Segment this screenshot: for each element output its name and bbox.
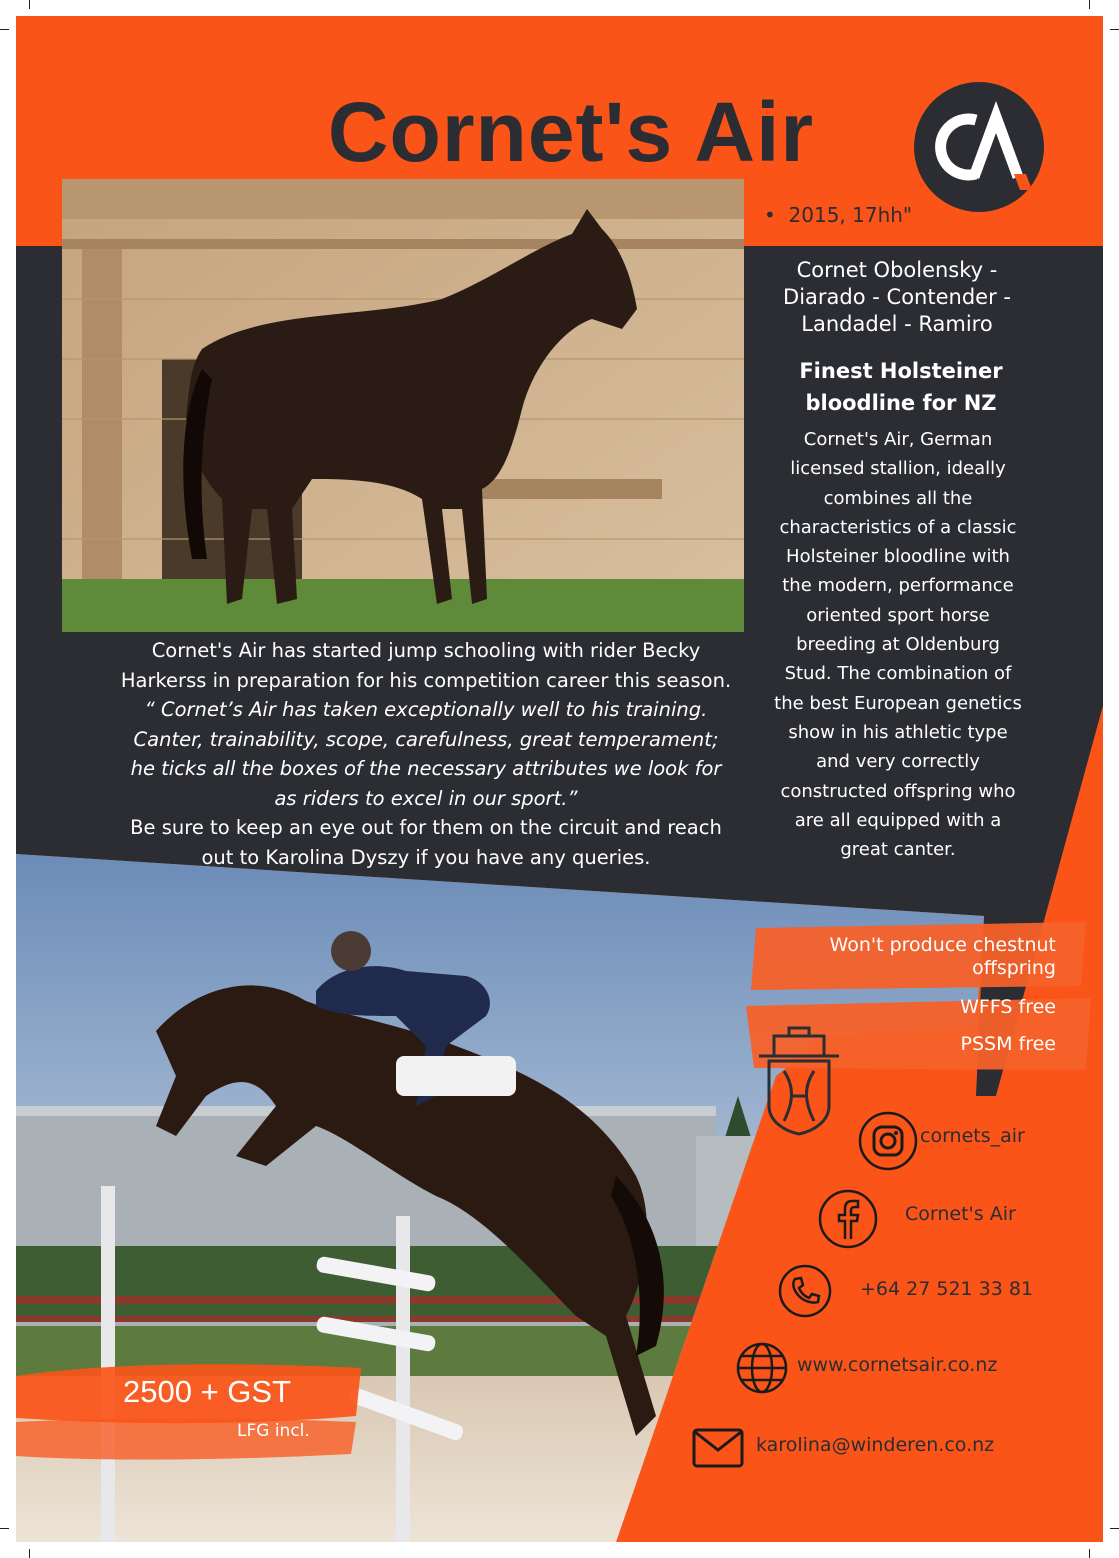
pedigree-line: Landadel - Ramiro <box>801 312 993 336</box>
feature-chestnut-cont: offspring <box>972 957 1056 979</box>
quote-line: “ Cornet’s Air has taken exceptionally well to his training. <box>144 698 708 721</box>
description-line: the modern, performance <box>782 575 1014 597</box>
bullet-info: • 2015, 17hh" <box>764 203 913 227</box>
instagram-icon <box>858 1111 918 1171</box>
caption-line: Be sure to keep an eye out for them on the circuit and reach <box>130 816 722 839</box>
description-line: breeding at Oldenburg <box>796 634 1000 656</box>
description-line: oriented sport horse <box>806 604 990 626</box>
subheading <box>766 355 1036 419</box>
description-line: Holsteiner bloodline with <box>786 546 1010 568</box>
description <box>748 425 1048 864</box>
facebook-page[interactable]: Cornet's Air <box>905 1203 1016 1225</box>
price-brush <box>16 1356 376 1466</box>
globe-icon <box>734 1340 790 1396</box>
crop-mark <box>1110 1528 1119 1529</box>
ca-logo <box>914 82 1044 212</box>
description-line: are all equipped with a <box>794 809 1002 831</box>
crop-mark <box>1089 1549 1090 1558</box>
description-line: constructed offspring who <box>780 780 1016 802</box>
flyer-sheet <box>16 16 1103 1542</box>
mail-icon <box>692 1428 744 1468</box>
description-line: show in his athletic type <box>788 721 1008 743</box>
description-line: licensed stallion, ideally <box>790 458 1006 480</box>
phone-icon <box>778 1264 832 1318</box>
caption-line: Harkerss in preparation for his competition career this season. <box>120 668 732 692</box>
page-title: Cornet's Air <box>327 85 815 179</box>
caption-line: out to Karolina Dyszy if you have any queries. <box>201 845 651 869</box>
crop-mark <box>29 1549 30 1558</box>
crop-mark <box>1089 0 1090 9</box>
quote-line: Canter, trainability, scope, carefulness, great temperament; <box>133 727 719 751</box>
crop-mark <box>1110 29 1119 30</box>
feature-pssm: PSSM free <box>960 1033 1056 1055</box>
caption-line: Cornet's Air has started jump schooling with rider Becky <box>151 639 701 662</box>
phone-number[interactable]: +64 27 521 33 81 <box>860 1278 1034 1300</box>
price-amount: 2500 + GST <box>123 1374 292 1409</box>
pedigree <box>752 257 1042 338</box>
stallion-photo <box>62 179 744 632</box>
description-line: characteristics of a classic <box>779 516 1017 538</box>
feature-chestnut: Won't produce chestnut <box>829 934 1056 956</box>
training-caption <box>76 636 776 872</box>
crop-mark <box>0 29 9 30</box>
website-link[interactable]: www.cornetsair.co.nz <box>797 1354 998 1376</box>
ca-logo-mark <box>914 82 1044 212</box>
instagram-handle[interactable]: cornets_air <box>920 1125 1025 1147</box>
description-line: Cornet's Air, German <box>803 429 993 450</box>
birth-height: 2015, 17hh" <box>788 203 913 227</box>
quote-line: he ticks all the boxes of the necessary attributes we look for <box>130 757 722 780</box>
holsteiner-brand-icon <box>754 1026 844 1136</box>
description-line: great canter. <box>840 839 956 861</box>
facebook-icon <box>818 1189 878 1249</box>
crop-mark <box>29 0 30 9</box>
feature-wffs: WFFS free <box>960 996 1056 1018</box>
pedigree-line: Diarado - Contender - <box>783 285 1011 309</box>
description-line: combines all the <box>823 487 973 509</box>
email-link[interactable]: karolina@winderen.co.nz <box>756 1434 995 1456</box>
quote-line: as riders to excel in our sport.” <box>274 786 578 810</box>
description-line: Stud. The combination of <box>784 663 1012 685</box>
description-line: the best European genetics <box>774 692 1022 714</box>
price-note: LFG incl. <box>237 1421 310 1441</box>
subheading-line: Finest Holsteiner <box>799 359 1003 383</box>
subheading-line: bloodline for NZ <box>805 391 997 415</box>
pedigree-line: Cornet Obolensky - <box>796 258 998 282</box>
crop-mark <box>0 1528 9 1529</box>
description-line: and very correctly <box>816 751 980 773</box>
